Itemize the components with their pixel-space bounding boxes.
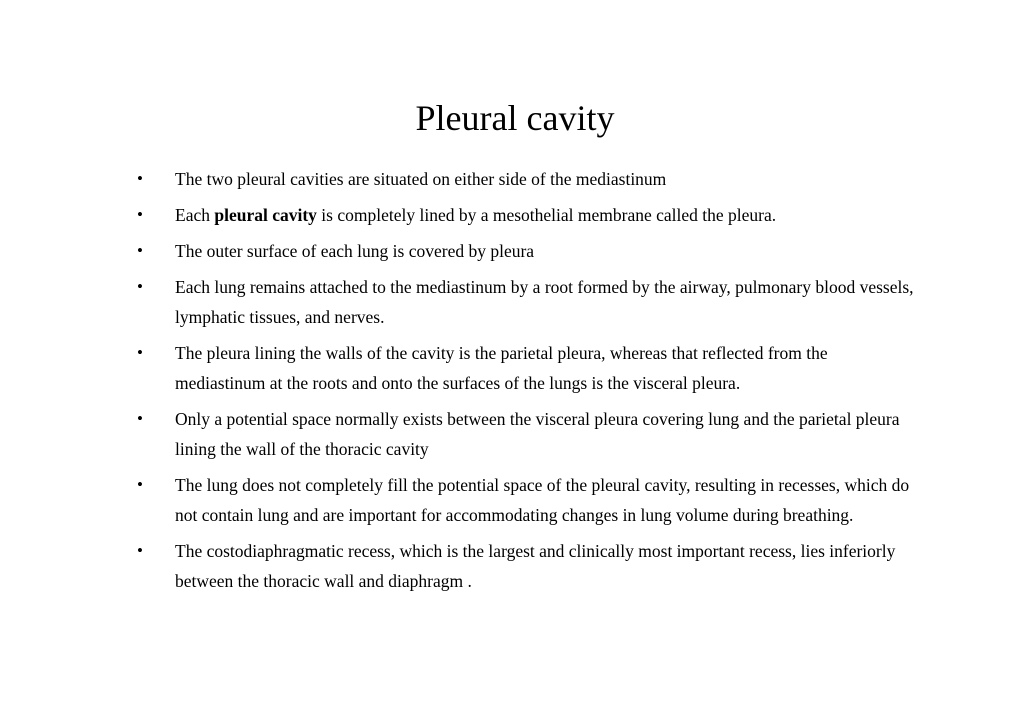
bullet-icon: • [137, 241, 143, 260]
list-item [137, 338, 917, 398]
list-item [137, 200, 917, 230]
bullet-icon: • [137, 409, 143, 428]
bullet-text: The pleura lining the walls of the cavity is the parietal pleura, whereas that reflected from the mediastinum at the roots and onto the surfaces of the lungs is the visceral pleura. [175, 343, 828, 393]
list-item [137, 404, 917, 464]
list-item [137, 236, 917, 266]
bullet-text: The lung does not completely fill the potential space of the pleural cavity, resulting in recesses, which do not contain lung and are important for accommodating changes in lung volume during breathing. [175, 475, 910, 525]
list-item [137, 536, 917, 596]
bullet-text [175, 205, 776, 225]
bullet-text-bold: pleural cavity [214, 205, 317, 225]
slide-title: Pleural cavity [415, 98, 615, 138]
list-item [137, 272, 917, 332]
bullet-icon: • [137, 169, 143, 188]
bullet-text-pre: Each [175, 205, 215, 225]
list-item [137, 470, 917, 530]
bullet-icon: • [137, 277, 143, 296]
bullet-list [137, 164, 917, 602]
bullet-text-post: is completely lined by a mesothelial membrane called the pleura. [316, 205, 777, 225]
bullet-icon: • [137, 343, 143, 362]
bullet-text: The two pleural cavities are situated on either side of the mediastinum [175, 169, 667, 189]
bullet-icon: • [137, 541, 143, 560]
list-item [137, 164, 917, 194]
bullet-icon: • [137, 205, 143, 224]
bullet-text: The costodiaphragmatic recess, which is the largest and clinically most important recess, lies inferiorly between the thoracic wall and diaphragm . [175, 541, 896, 591]
bullet-icon: • [137, 475, 143, 494]
bullet-text: Each lung remains attached to the mediastinum by a root formed by the airway, pulmonary blood vessels, lymphatic tissues, and nerves. [175, 277, 914, 327]
bullet-text: The outer surface of each lung is covered by pleura [175, 241, 535, 261]
bullet-text: Only a potential space normally exists between the visceral pleura covering lung and the parietal pleura lining the wall of the thoracic cavity [175, 409, 900, 459]
